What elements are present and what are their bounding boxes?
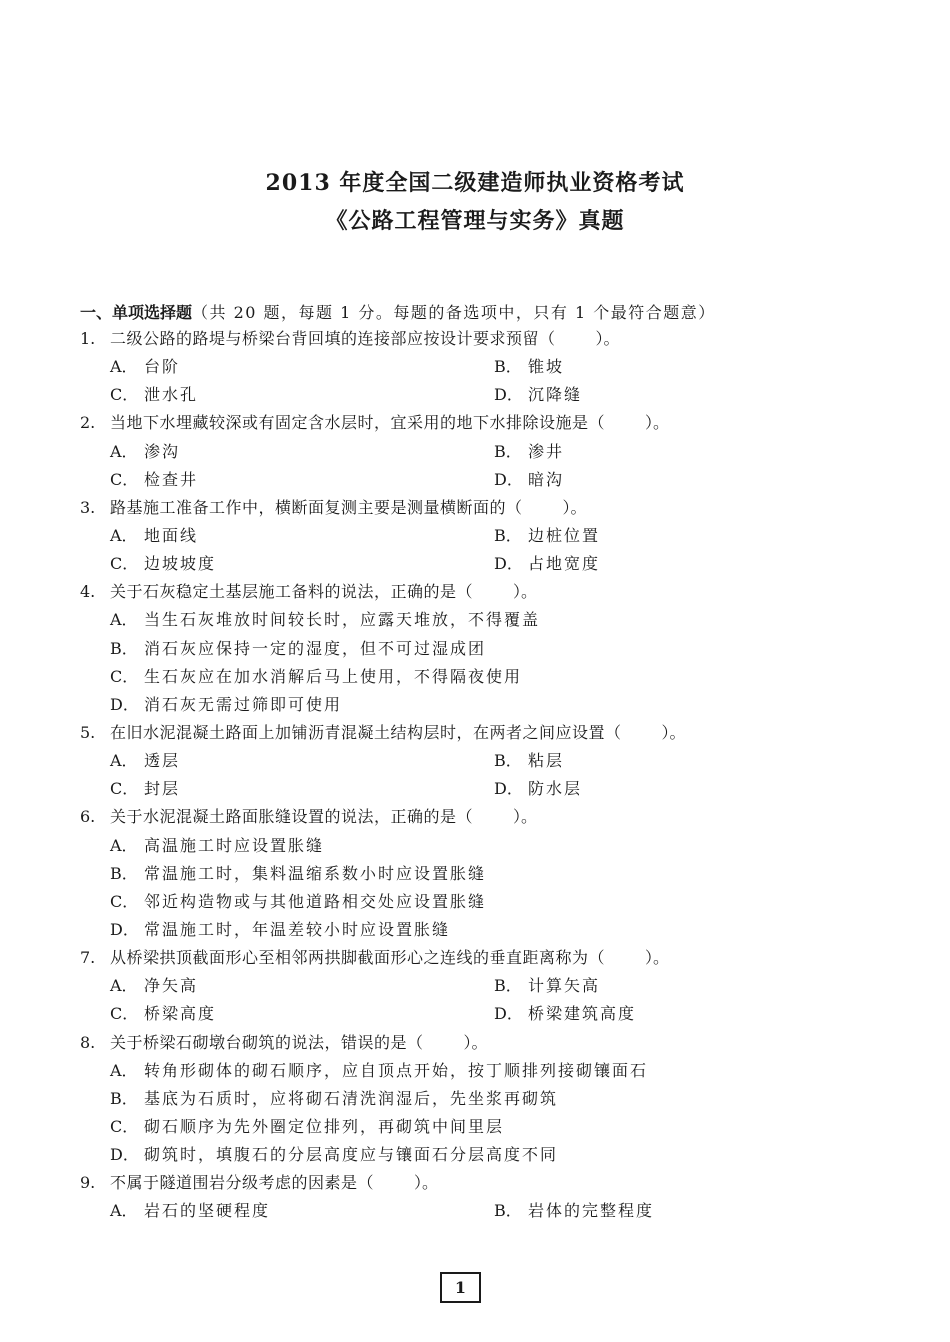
question-end: ）。 bbox=[645, 413, 670, 433]
question-number: 8. bbox=[80, 1032, 96, 1052]
question-end: ）。 bbox=[463, 1032, 488, 1052]
option-letter: C． bbox=[110, 891, 139, 911]
option-text: 消石灰应保持一定的湿度，但不可过湿成团 bbox=[144, 638, 487, 658]
question-stem bbox=[80, 578, 880, 606]
question-end: ）。 bbox=[414, 1173, 439, 1193]
option bbox=[110, 635, 486, 663]
question-number: 1. bbox=[80, 329, 96, 348]
option-letter: D． bbox=[110, 694, 139, 714]
option-text: 台阶 bbox=[144, 357, 181, 377]
option-text: 砌石顺序为先外圈定位排列，再砌筑中间里层 bbox=[144, 1116, 505, 1136]
option-text: 岩体的完整程度 bbox=[528, 1201, 655, 1221]
question-stem bbox=[80, 1169, 880, 1197]
option-letter: B． bbox=[110, 638, 138, 658]
option-letter: B． bbox=[494, 1201, 522, 1221]
option-text: 暗沟 bbox=[528, 469, 565, 489]
option-text: 桥梁建筑高度 bbox=[528, 1004, 637, 1024]
question-text: 在旧水泥混凝土路面上加铺沥青混凝土结构层时，在两者之间应设置（ bbox=[110, 722, 622, 742]
question-stem bbox=[80, 325, 880, 353]
option-letter: D． bbox=[110, 919, 139, 939]
option-letter: A． bbox=[110, 751, 138, 771]
option bbox=[110, 466, 198, 494]
question-text: 从桥梁拱顶截面形心至相邻两拱脚截面形心之连线的垂直距离称为（ bbox=[110, 948, 606, 968]
option-letter: B． bbox=[494, 976, 522, 996]
option-row bbox=[80, 353, 880, 381]
option-text: 占地宽度 bbox=[528, 554, 601, 574]
option-row bbox=[80, 466, 880, 494]
option-text: 地面线 bbox=[144, 525, 199, 545]
option-letter: D． bbox=[110, 1145, 139, 1165]
question-list bbox=[80, 325, 880, 1226]
question-text: 路基施工准备工作中，横断面复测主要是测量横断面的（ bbox=[110, 497, 523, 517]
option bbox=[494, 972, 600, 1000]
option-text: 岩石的坚硬程度 bbox=[144, 1201, 271, 1221]
option-letter: C． bbox=[110, 1004, 139, 1024]
option-text: 常温施工时，年温差较小时应设置胀缝 bbox=[144, 919, 451, 939]
question-stem bbox=[80, 409, 880, 437]
question-stem bbox=[80, 803, 880, 831]
option bbox=[110, 663, 522, 691]
option-row bbox=[80, 606, 880, 634]
option-row bbox=[80, 916, 880, 944]
question-stem bbox=[80, 944, 880, 972]
option-letter: B． bbox=[494, 441, 522, 461]
question-number: 5. bbox=[80, 722, 96, 742]
option-letter: C． bbox=[110, 385, 139, 405]
option bbox=[110, 381, 198, 409]
option-text: 桥梁高度 bbox=[144, 1004, 217, 1024]
option-text: 转角形砌体的砌石顺序，应自顶点开始，按丁顺排列接砌镶面石 bbox=[144, 1060, 649, 1080]
option bbox=[110, 1057, 648, 1085]
option-text: 净矢高 bbox=[144, 976, 199, 996]
option bbox=[110, 550, 216, 578]
option bbox=[110, 832, 324, 860]
option bbox=[110, 916, 450, 944]
exam-title: 2013 年度全国二级建造师执业资格考试 bbox=[265, 170, 685, 196]
question-text: 不属于隧道围岩分级考虑的因素是（ bbox=[110, 1173, 375, 1193]
option bbox=[494, 438, 564, 466]
option-row bbox=[80, 522, 880, 550]
section-heading bbox=[80, 300, 716, 323]
option-row bbox=[80, 775, 880, 803]
option-row bbox=[80, 832, 880, 860]
option-row bbox=[80, 1197, 880, 1225]
option-letter: B． bbox=[494, 525, 522, 545]
section-title: 一、单项选择题 bbox=[80, 303, 193, 322]
question-end: ）。 bbox=[562, 497, 587, 517]
option-text: 锥坡 bbox=[528, 357, 565, 377]
option-letter: D． bbox=[494, 1004, 523, 1024]
option bbox=[110, 522, 198, 550]
option bbox=[494, 747, 564, 775]
option-row bbox=[80, 1113, 880, 1141]
option-letter: C． bbox=[110, 469, 139, 489]
option-letter: C． bbox=[110, 554, 139, 574]
option-letter: C． bbox=[110, 1116, 139, 1136]
option-text: 生石灰应在加水消解后马上使用，不得隔夜使用 bbox=[144, 666, 523, 686]
option-text: 粘层 bbox=[528, 751, 565, 771]
question-end: ）。 bbox=[661, 722, 686, 742]
option-text: 常温施工时，集料温缩系数小时应设置胀缝 bbox=[144, 863, 487, 883]
option-letter: D． bbox=[494, 779, 523, 799]
question-stem bbox=[80, 1029, 880, 1057]
option-row bbox=[80, 438, 880, 466]
question-end: ）。 bbox=[513, 807, 538, 827]
question-stem bbox=[80, 494, 880, 522]
question-end: ）。 bbox=[645, 948, 670, 968]
option-letter: A． bbox=[110, 1060, 138, 1080]
option-row bbox=[80, 747, 880, 775]
question-text: 关于桥梁石砌墩台砌筑的说法，错误的是（ bbox=[110, 1032, 424, 1052]
option bbox=[494, 466, 564, 494]
option bbox=[110, 747, 180, 775]
option-row bbox=[80, 635, 880, 663]
section-note: （共 20 题，每题 1 分。每题的备选项中，只有 1 个最符合题意） bbox=[192, 303, 716, 322]
option bbox=[494, 775, 582, 803]
option bbox=[110, 1197, 270, 1225]
option-letter: D． bbox=[494, 554, 523, 574]
option-row bbox=[80, 691, 880, 719]
question-number: 9. bbox=[80, 1173, 96, 1193]
option-row bbox=[80, 1141, 880, 1169]
question-number: 3. bbox=[80, 497, 96, 517]
option-row bbox=[80, 663, 880, 691]
option-text: 边桩位置 bbox=[528, 525, 601, 545]
option bbox=[110, 972, 198, 1000]
option-row bbox=[80, 1057, 880, 1085]
option-text: 渗沟 bbox=[144, 441, 181, 461]
option-text: 沉降缝 bbox=[528, 385, 583, 405]
option-letter: B． bbox=[110, 863, 138, 883]
option-text: 泄水孔 bbox=[144, 385, 199, 405]
question-text: 关于石灰稳定土基层施工备料的说法，正确的是（ bbox=[110, 582, 474, 602]
option-text: 防水层 bbox=[528, 779, 583, 799]
question-number: 4. bbox=[80, 582, 96, 602]
option-row bbox=[80, 972, 880, 1000]
option-text: 砌筑时，填腹石的分层高度应与镶面石分层高度不同 bbox=[144, 1145, 559, 1165]
option bbox=[110, 1000, 216, 1028]
question-number: 7. bbox=[80, 948, 96, 968]
option-letter: A． bbox=[110, 357, 138, 377]
option-row bbox=[80, 381, 880, 409]
question-text: 当地下水埋藏较深或有固定含水层时，宜采用的地下水排除设施是（ bbox=[110, 413, 606, 433]
option bbox=[110, 1113, 504, 1141]
option bbox=[110, 691, 342, 719]
option-text: 透层 bbox=[144, 751, 181, 771]
option-letter: B． bbox=[110, 1088, 138, 1108]
option-letter: A． bbox=[110, 441, 138, 461]
option-text: 消石灰无需过筛即可使用 bbox=[144, 694, 343, 714]
option-text: 基底为石质时，应将砌石清洗润湿后，先坐浆再砌筑 bbox=[144, 1088, 559, 1108]
option bbox=[110, 1141, 558, 1169]
page-number: 1 bbox=[440, 1272, 481, 1303]
option bbox=[494, 1000, 636, 1028]
option-letter: C． bbox=[110, 779, 139, 799]
question-text: 关于水泥混凝土路面胀缝设置的说法，正确的是（ bbox=[110, 807, 474, 827]
option-letter: D． bbox=[494, 469, 523, 489]
option bbox=[110, 888, 486, 916]
option-row bbox=[80, 1085, 880, 1113]
option bbox=[494, 381, 582, 409]
option-letter: C． bbox=[110, 666, 139, 686]
option bbox=[110, 606, 540, 634]
question-end: ）。 bbox=[595, 329, 620, 348]
option-row bbox=[80, 1000, 880, 1028]
option-letter: A． bbox=[110, 610, 138, 630]
option bbox=[494, 522, 600, 550]
question-stem bbox=[80, 719, 880, 747]
option-letter: A． bbox=[110, 1201, 138, 1221]
option-letter: D． bbox=[494, 385, 523, 405]
option-text: 计算矢高 bbox=[528, 976, 601, 996]
option-text: 高温施工时应设置胀缝 bbox=[144, 835, 325, 855]
option bbox=[494, 550, 600, 578]
option bbox=[110, 775, 180, 803]
question-number: 6. bbox=[80, 807, 96, 827]
question-number: 2. bbox=[80, 413, 96, 433]
option-text: 邻近构造物或与其他道路相交处应设置胀缝 bbox=[144, 891, 487, 911]
option-row bbox=[80, 860, 880, 888]
option bbox=[110, 353, 180, 381]
option-text: 检查井 bbox=[144, 469, 199, 489]
option-text: 当生石灰堆放时间较长时，应露天堆放，不得覆盖 bbox=[144, 610, 541, 630]
option-letter: A． bbox=[110, 835, 138, 855]
option-text: 渗井 bbox=[528, 441, 565, 461]
option bbox=[494, 1197, 654, 1225]
option-letter: B． bbox=[494, 751, 522, 771]
option bbox=[110, 1085, 558, 1113]
option-letter: A． bbox=[110, 976, 138, 996]
exam-subtitle: 《公路工程管理与实务》真题 bbox=[325, 208, 625, 234]
option bbox=[494, 353, 564, 381]
question-text: 二级公路的路堤与桥梁台背回填的连接部应按设计要求预留（ bbox=[110, 329, 556, 348]
option bbox=[110, 860, 486, 888]
option-text: 封层 bbox=[144, 779, 181, 799]
option-row bbox=[80, 550, 880, 578]
question-end: ）。 bbox=[513, 582, 538, 602]
option-text: 边坡坡度 bbox=[144, 554, 217, 574]
option-letter: B． bbox=[494, 357, 522, 377]
option-row bbox=[80, 888, 880, 916]
option bbox=[110, 438, 180, 466]
option-letter: A． bbox=[110, 525, 138, 545]
